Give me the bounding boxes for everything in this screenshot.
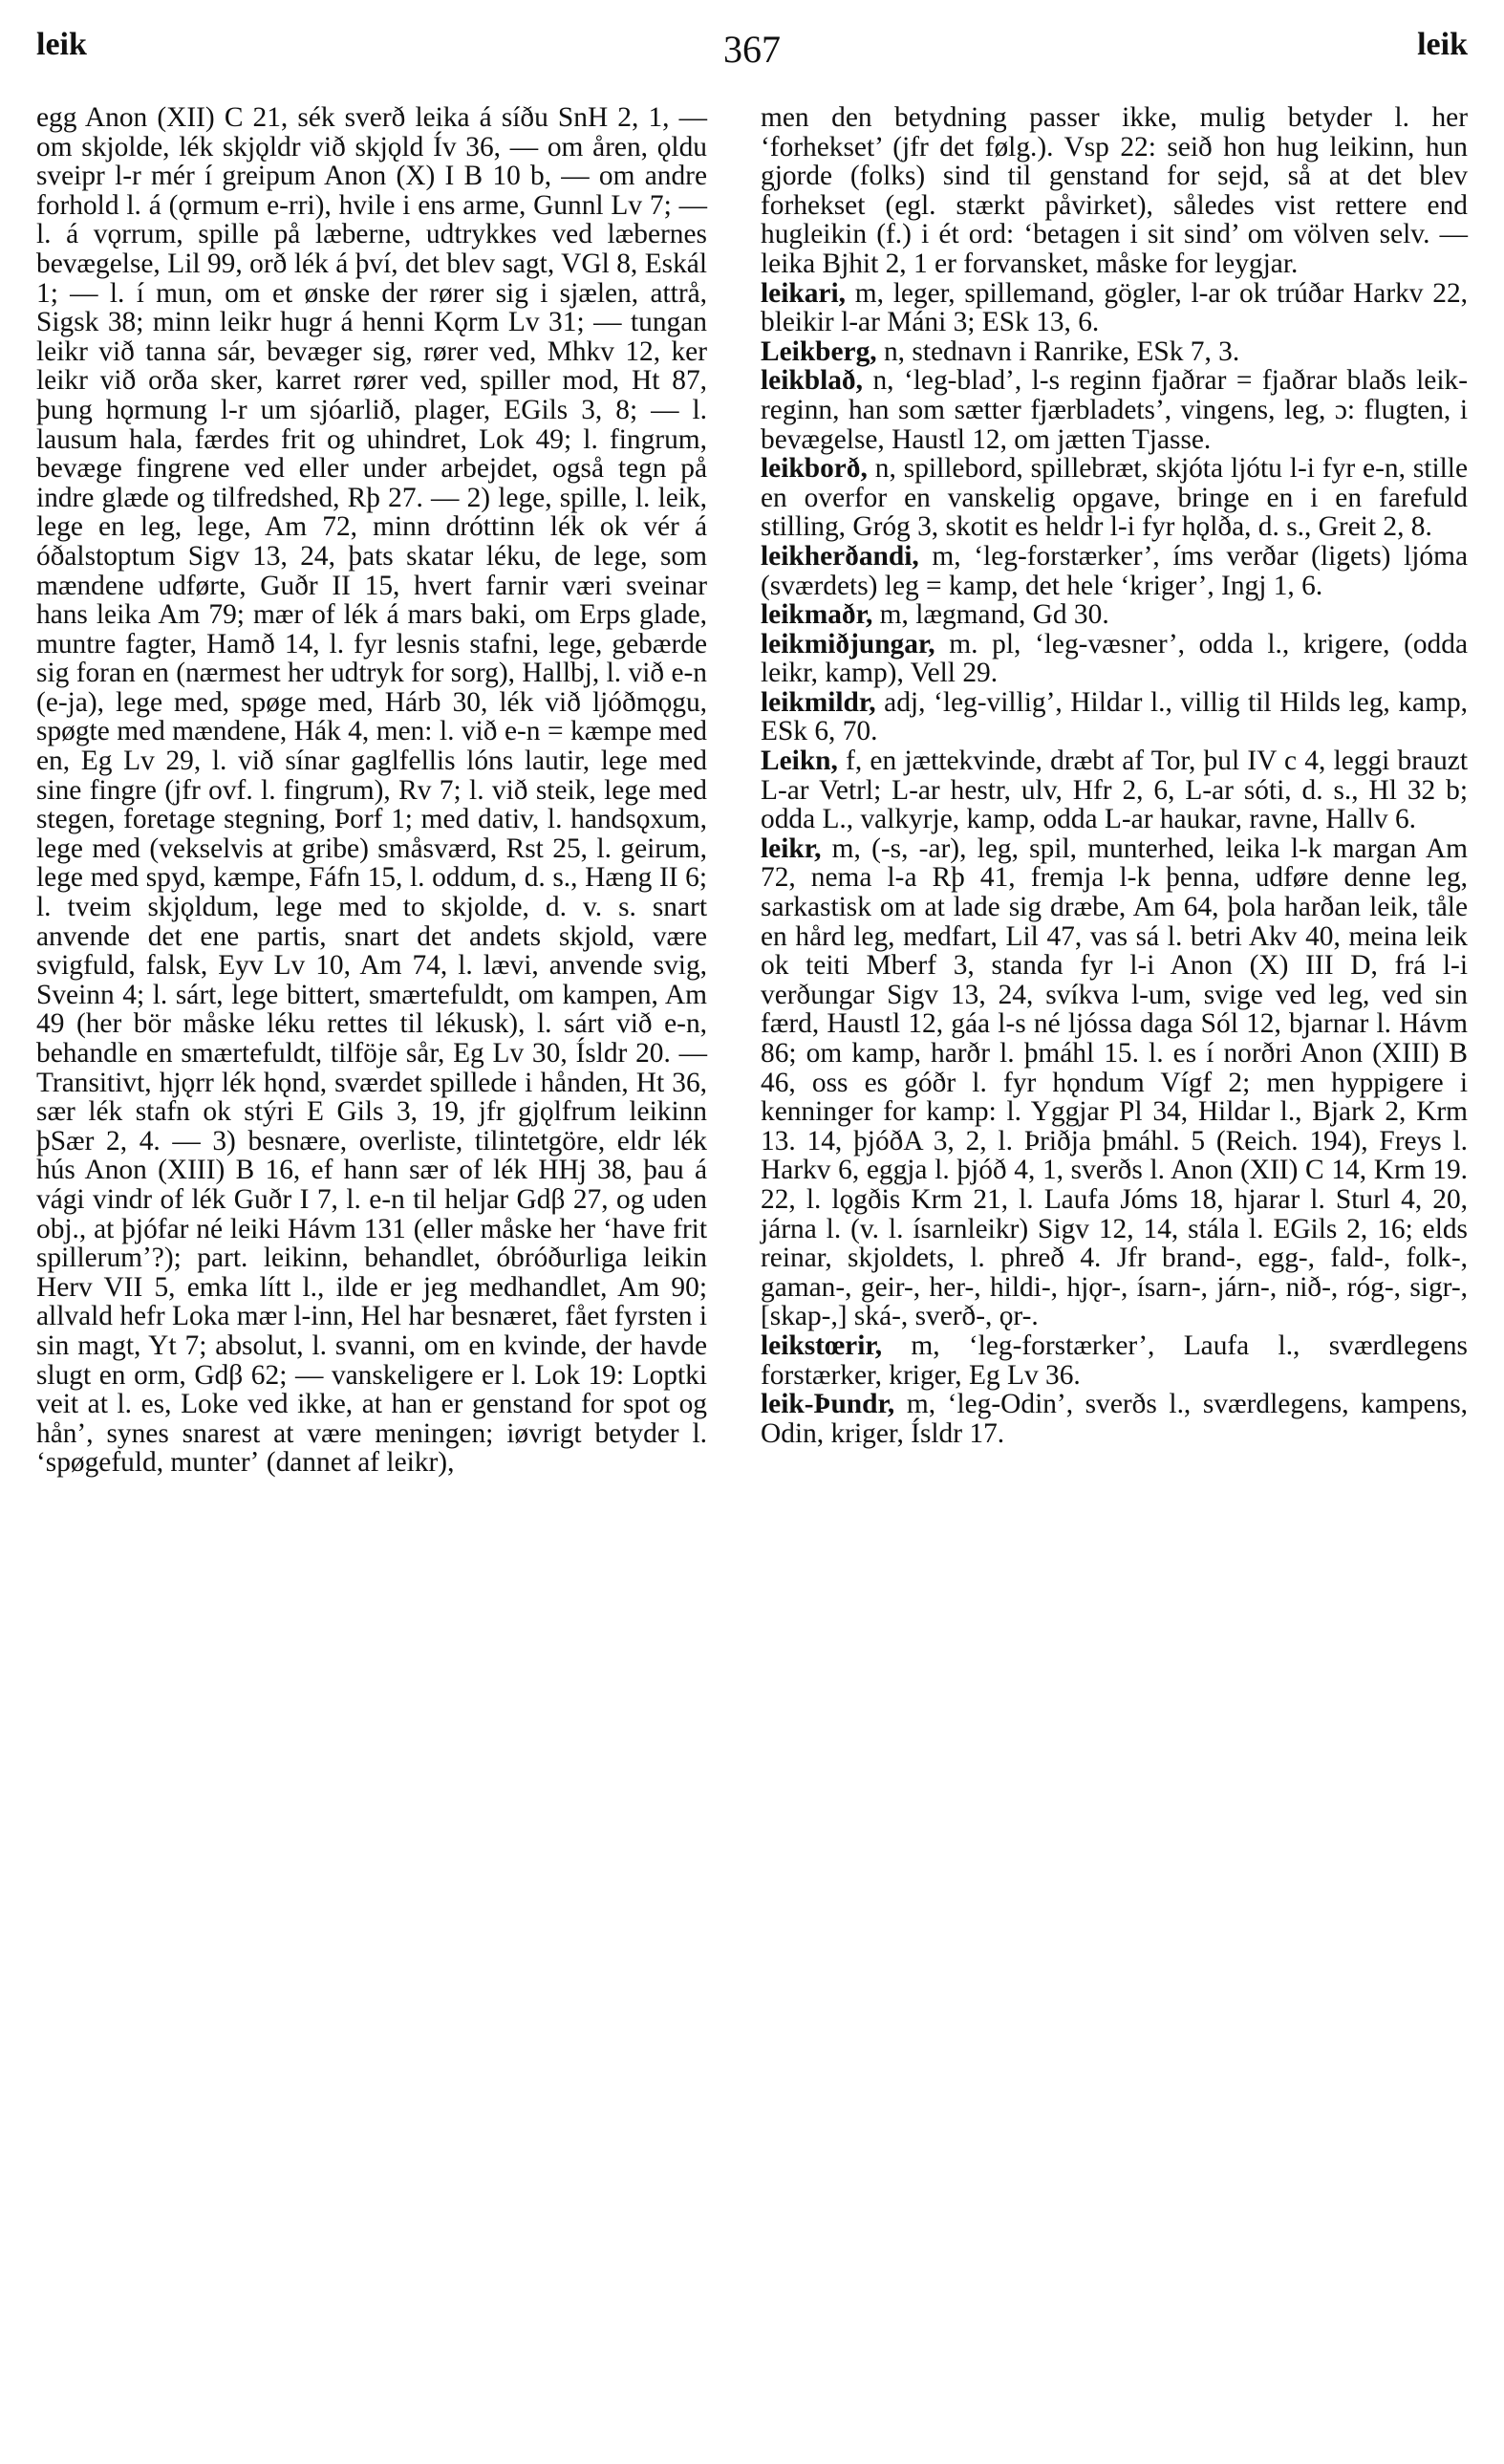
left-column (36, 103, 707, 1478)
entry-text: m. pl, ʻleg-væsner’, odda l., krigere, (odda leikr, kamp), Vell 29. (761, 628, 1468, 689)
entry-headword: leikborð, (761, 453, 868, 485)
entry-headword: leikari, (761, 277, 846, 309)
entry-leikmadr (761, 600, 1468, 630)
entry-text: adj, ʻleg-villig’, Hildar l., villig til Hilds leg, kamp, ESk 6, 70. (761, 686, 1468, 747)
entry-text: m, ʻleg-forstærker’, Laufa l., sværdlegens forstærker, kriger, Eg Lv 36. (761, 1329, 1468, 1391)
entry-leikari (761, 279, 1468, 337)
entry-leik-thundr (761, 1390, 1468, 1448)
entry-leikberg (761, 337, 1468, 367)
entry-leikstoerir (761, 1331, 1468, 1390)
entry-headword: leikmildr, (761, 686, 876, 718)
entry-headword: leikmaðr, (761, 599, 873, 631)
left-column-text: egg Anon (XII) C 21, sék sverð leika á síðu SnH 2, 1, — om skjolde, lék skjǫldr við skjǫld Ív 36, — om åren, ǫldu sveipr l-r mér í greipum Anon (X) I B 10 b, — om andre forhold l. á (ǫrmum e-rri), hvile i ens arme, Gunnl Lv 7; — l. á vǫrrum, spille på læberne, udtrykkes ved læbernes bevægelse, Lil 99, orð lék á því, det blev sagt, VGl 8, Eskál 1; — l. í mun, om et ønske der rører sig i sjælen, attrå, Sigsk 38; minn leikr hugr á henni Kǫrm Lv 31; — tungan leikr við tanna sár, bevæger sig, rører ved, Mhkv 12, ker leikr við orða sker, karret rører ved, spiller mod, Ht 87, þung hǫrmung l-r um sjóarlið, plager, EGils 3, 8; — l. lausum hala, færdes frit og uhindret, Lok 49; l. fingrum, bevæge fingrene ved eller under arbejdet, også tegn på indre glæde og tilfredshed, Rþ 27. — 2) lege, spille, l. leik, lege en leg, lege, Am 72, minn dróttinn lék ok vér á óðalstoptum Sigv 13, 24, þats skatar léku, de lege, som mændene udførte, Guðr II 15, hvert farnir væri sveinar hans leika Am 79; mær of lék á mars baki, om Erps glade, muntre fagter, Hamð 14, l. fyr lesnis stafni, lege, gebærde sig foran en (nærmest her udtryk for sorg), Hallbj, l. við e-n (e-ja), lege med, spøge med, Hárb 30, lék við ljóðmǫgu, spøgte med mændene, Hák 4, men: l. við e-n = kæmpe med en, Eg Lv 29, l. við sínar gaglfellis lóns lautir, lege med sine fingre (jfr ovf. l. fingrum), Rv 7; l. við steik, lege med stegen, foretage stegning, Þorf 1; med dativ, l. handsǫxum, lege med (vekselvis at gribe) småsværd, Rst 25, l. geirum, lege med spyd, kæmpe, Fáfn 15, l. oddum, d. s., Hæng II 6; l. tveim skjǫldum, lege med to skjolde, d. v. s. snart anvende det ene partis, snart det andets skjold, være svigfuld, falsk, Eyv Lv 10, Am 74, l. lævi, anvende svig, Sveinn 4; l. sárt, lege bittert, smærtefuldt, om kampen, Am 49 (her bör måske léku rettes til lékusk), l. sárt við e-n, behandle en smærtefuldt, tilföje sår, Eg Lv 30, Ísldr 20. — Transitivt, hjǫrr lék hǫnd, sværdet spillede i hånden, Ht 36, sær lék stafn ok stýri E Gils 3, 19, jfr gjǫlfrum leikinn þSær 2, 4. — 3) besnære, overliste, tilintetgöre, eldr lék hús Anon (XIII) B 16, ef hann sær of lék HHj 38, þau á vági vindr of lék Guðr I 7, l. e-n til heljar Gdβ 27, og uden obj., at þjófar né leiki Hávm 131 (eller måske her ʻhave frit spillerumʼ?); part. leikinn, behandlet, óbróðurliga leikin Herv VII 5, emka lítt l., ilde er jeg medhandlet, Am 90; allvald hefr Loka mær l-inn, Hel har besnæret, fået fyrsten i sin magt, Yt 7; absolut, l. svanni, om en kvinde, der havde slugt en orm, Gdβ 62; — vanskeligere er l. Lok 19: Loptki veit at l. es, Loke ved ikke, at han er genstand for spot og hån’, synes snarest at være meningen; iøvrigt betyder l. ʻspøgefuld, munterʼ (dannet af leikr), (36, 102, 707, 1479)
page-number: 367 (723, 28, 781, 71)
entry-text: n, stednavn i Ranrike, ESk 7, 3. (876, 335, 1240, 367)
right-column (761, 103, 1468, 1448)
entry-text: m, leger, spillemand, gögler, l-ar ok trúðar Harkv 22, bleikir l-ar Máni 3; ESk 13, 6. (761, 277, 1468, 338)
entry-leikblad (761, 366, 1468, 454)
entry-leikbord (761, 454, 1468, 542)
entry-leikherdandi (761, 542, 1468, 600)
entry-text: m, (-s, -ar), leg, spil, munterhed, leika l-k margan Am 72, nema l-a Rþ 41, fremja l-k þenna, udføre denne leg, sarkastisk om at lade sig dræbe, Am 64, þola harðan leik, tåle en hård leg, medfart, Lil 47, vas sá l. betri Akv 40, meina leik ok teiti Mberf 3, standa fyr l-i Anon (X) III D, frá l-i verðungar Sigv 13, 24, svíkva l-um, svige ved leg, ved sin færd, Haustl 12, gáa l-s né ljóssa daga Sól 12, bjarnar l. Hávm 86; om kamp, harðr l. þmáhl 15. l. es í norðri Anon (XIII) B 46, oss es góðr l. fyr hǫndum Vígf 2; men hyppigere i kenninger for kamp: l. Yggjar Pl 34, Hildar l., Bjark 2, Krm 13. 14, þjóðA 3, 2, l. Þriðja þmáhl. 5 (Reich. 194), Freys l. Harkv 6, eggja l. þjóð 4, 1, sverðs l. Anon (XII) C 14, Krm 19. 22, l. lǫgðis Krm 21, l. Laufa Jóms 18, hjarar l. Sturl 4, 20, járna l. (v. l. ísarnleikr) Sigv 12, 14, stála l. EGils 2, 16; elds reinar, skjoldets, l. phreð 4. Jfr brand-, egg-, fald-, folk-, gaman-, geir-, her-, hildi-, hjǫr-, ísarn-, járn-, nið-, róg-, sigr-, [skap-,] ská-, sverð-, ǫr-. (761, 832, 1468, 1332)
entry-text: m, lægmand, Gd 30. (872, 599, 1109, 631)
entry-headword: leikr, (761, 832, 822, 864)
entry-leikn (761, 746, 1468, 834)
header-left-guideword: leik (36, 27, 87, 62)
page-header (36, 27, 1468, 75)
header-right-guideword: leik (1417, 27, 1468, 62)
entry-headword: Leikberg, (761, 335, 877, 367)
entry-headword: leikherðandi, (761, 540, 919, 572)
entry-continuation (761, 103, 1468, 279)
entry-headword: leikstœrir, (761, 1329, 883, 1361)
entry-text: m, ʻleg-forstærker’, íms verðar (ligets) ljóma (sværdets) leg = kamp, det hele ʻkriger’, Ingj 1, 6. (761, 540, 1468, 601)
entry-headword: Leikn, (761, 746, 838, 777)
entry-headword: leik-Þundr, (761, 1389, 895, 1420)
entry-headword: leikmiðjungar, (761, 628, 935, 659)
entry-leikmildr (761, 688, 1468, 746)
entry-text: n, spillebord, spillebræt, skjóta ljótu l-i fyr e-n, stille en overfor en vanskelig opgave, bringe en i en farefuld stilling, Gróg 3, skotit es heldr l-i fyr hǫlða, d. s., Greit 2, 8. (761, 453, 1468, 543)
entry-headword: leikblað, (761, 365, 863, 397)
entry-text: n, ʻleg-blad’, l-s reginn fjaðrar = fjaðrar blaðs leik-reginn, han som sætter fjærbladets’, vingens, leg, ɔ: flugten, i bevægelse, Haustl 12, om jætten Tjasse. (761, 365, 1468, 455)
entry-text: m, ʻleg-Odin’, sverðs l., sværdlegens, kampens, Odin, kriger, Ísldr 17. (761, 1389, 1468, 1449)
entry-leikr (761, 834, 1468, 1331)
entry-leikmidjungar (761, 630, 1468, 688)
entry-text: men den betydning passer ikke, mulig betyder l. her ʻforhekset’ (jfr det følg.). Vsp 22: seið hon hug leikinn, hun gjorde (folks) sind til genstand for sejd, så at det blev forhekset (egl. stærkt påvirket), således vist rettere end hugleikin (f.) i ét ord: ʻbetagen i sit sind’ om völven selv. — leika Bjhit 2, 1 er forvansket, måske for leygjar. (761, 102, 1468, 279)
entry-text: f, en jættekvinde, dræbt af Tor, þul IV c 4, leggi brauzt L-ar Vetrl; L-ar hestr, ulv, Hfr 2, 6, L-ar sóti, d. s., Hl 32 b; odda L., valkyrje, kamp, odda L-ar haukar, ravne, Hallv 6. (761, 746, 1468, 835)
